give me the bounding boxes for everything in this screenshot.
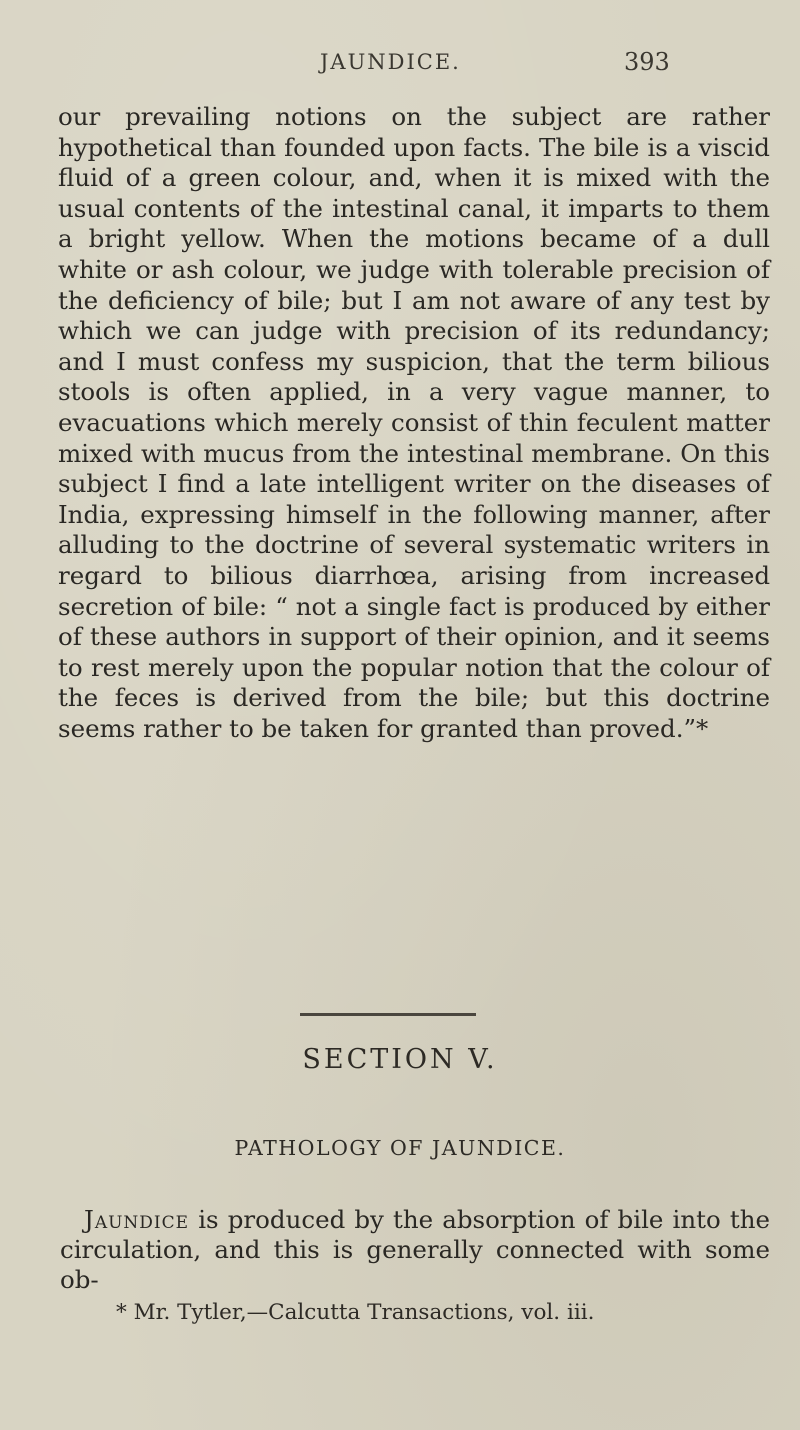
section-paragraph-text: is produced by the absorption of bile into the circulation, and this is generally connected with some ob- <box>60 1205 770 1294</box>
section-heading: SECTION V. <box>302 1044 498 1075</box>
section-divider <box>300 1013 476 1016</box>
section-paragraph <box>60 1205 770 1295</box>
body-text <box>58 102 770 744</box>
section-text <box>60 1205 770 1295</box>
subsection-heading: PATHOLOGY OF JAUNDICE. <box>234 1136 566 1160</box>
lead-word: Jaundice <box>84 1205 190 1234</box>
body-paragraph: our prevailing notions on the subject are rather hypothetical than founded upon facts. The bile is a viscid fluid of a green colour, and, when it is mixed with the usual contents of the intestinal canal, it imparts to them a bright yellow. When the motions became of a dull white or ash colour, we judge with tolerable precision of the deficiency of bile; but I am not aware of any test by which we can judge with precision of its redundancy; and I must confess my suspicion, that the term bilious stools is often applied, in a very vague manner, to evacuations which merely consist of thin feculent matter mixed with mucus from the intestinal membrane. On this subject I find a late intelligent writer on the diseases of India, expressing himself in the following manner, after alluding to the doctrine of several systematic writers in regard to bilious diarrhœa, arising from increased secretion of bile: “ not a single fact is produced by either of these authors in support of their opinion, and it seems to rest merely upon the popular notion that the colour of the feces is derived from the bile; but this doctrine seems rather to be taken for granted than proved.”* <box>58 102 770 743</box>
footnote: * Mr. Tytler,—Calcutta Transactions, vol. iii. <box>116 1300 595 1325</box>
page-number: 393 <box>624 48 670 76</box>
running-head <box>0 44 800 84</box>
running-title: JAUNDICE. <box>320 50 461 74</box>
